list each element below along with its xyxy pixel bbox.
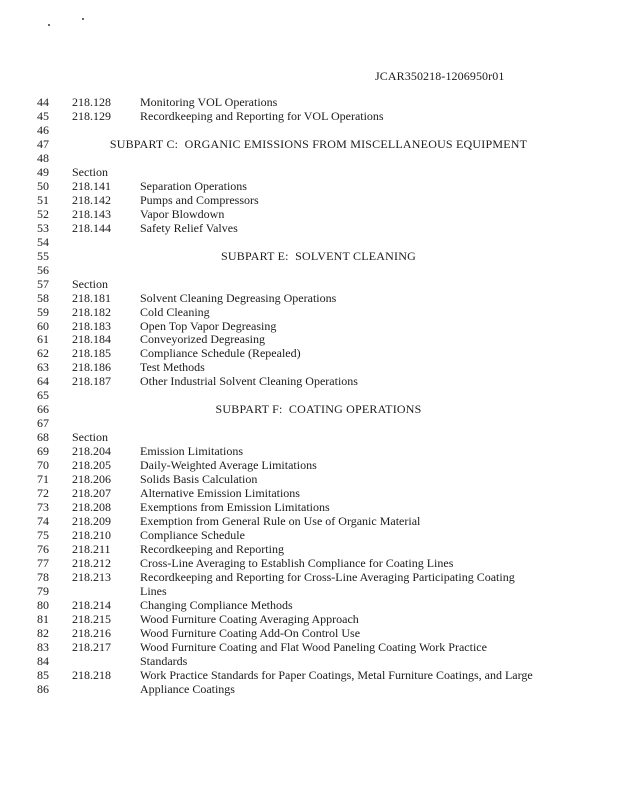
section-number — [72, 683, 140, 697]
toc-row — [37, 333, 565, 347]
line-number: 55 — [37, 248, 49, 263]
toc-row — [37, 96, 565, 110]
entry-title: Alternative Emission Limitations — [140, 486, 300, 501]
entry-title: SUBPART C: ORGANIC EMISSIONS FROM MISCELLANEOUS EQUIPMENT — [109, 136, 528, 151]
entry-title: Pumps and Compressors — [140, 192, 259, 207]
entry-title — [140, 389, 565, 403]
line-number: 67 — [37, 416, 49, 431]
entry-title — [140, 431, 565, 445]
section-number — [72, 152, 140, 166]
entry-title: Safety Relief Valves — [140, 220, 238, 235]
line-number: 82 — [37, 625, 49, 640]
line-number: 86 — [37, 681, 49, 696]
section-number: 218.187 — [72, 374, 111, 389]
entry-title: Wood Furniture Coating Add-On Control Use — [140, 625, 361, 640]
line-number: 66 — [37, 402, 49, 417]
line-number: 85 — [37, 667, 49, 682]
toc-row — [37, 487, 565, 501]
section-number: 218.205 — [72, 458, 111, 473]
section-number: 218.213 — [72, 569, 111, 584]
toc-row — [37, 236, 565, 250]
table-of-contents — [37, 96, 565, 697]
section-number — [72, 389, 140, 403]
toc-row — [37, 166, 565, 180]
toc-row — [37, 473, 565, 487]
section-number: 218.208 — [72, 500, 111, 515]
section-number: 218.207 — [72, 486, 111, 501]
section-number — [72, 655, 140, 669]
line-number: 74 — [37, 514, 49, 529]
toc-row — [37, 180, 565, 194]
section-number: 218.216 — [72, 625, 111, 640]
section-number: 218.185 — [72, 346, 111, 361]
entry-title: Solvent Cleaning Degreasing Operations — [140, 290, 337, 305]
toc-row — [37, 278, 565, 292]
line-number: 46 — [37, 122, 49, 137]
line-number: 49 — [37, 164, 49, 179]
entry-title: Wood Furniture Coating and Flat Wood Paneling Coating Work Practice — [140, 639, 487, 654]
entry-title: SUBPART E: SOLVENT CLEANING — [221, 248, 416, 263]
entry-title: Standards — [140, 653, 188, 668]
section-number: 218.184 — [72, 332, 111, 347]
entry-title — [140, 236, 565, 250]
entry-title: Recordkeeping and Reporting for Cross-Line Averaging Participating Coating — [140, 569, 515, 584]
entry-title — [140, 278, 565, 292]
section-number: 218.204 — [72, 444, 111, 459]
line-number: 50 — [37, 178, 49, 193]
line-number: 62 — [37, 346, 49, 361]
entry-title: Vapor Blowdown — [140, 206, 225, 221]
section-number — [72, 236, 140, 250]
section-number: 218.143 — [72, 206, 111, 221]
entry-title: SUBPART F: COATING OPERATIONS — [215, 402, 422, 417]
section-number — [72, 417, 140, 431]
toc-row — [37, 445, 565, 459]
entry-title — [140, 417, 565, 431]
line-number: 80 — [37, 597, 49, 612]
line-number: 83 — [37, 639, 49, 654]
section-number — [72, 124, 140, 138]
line-number: 79 — [37, 583, 49, 598]
line-number: 47 — [37, 136, 49, 151]
section-number: 218.211 — [72, 542, 111, 556]
toc-row — [37, 152, 565, 166]
toc-row — [37, 361, 565, 375]
entry-title: Cold Cleaning — [140, 304, 210, 319]
section-number — [72, 585, 140, 599]
toc-row — [37, 683, 565, 697]
toc-row — [37, 599, 565, 613]
entry-title — [140, 166, 565, 180]
entry-title — [140, 264, 565, 278]
line-number: 70 — [37, 458, 49, 473]
toc-row — [37, 194, 565, 208]
toc-row — [37, 264, 565, 278]
line-number: 84 — [37, 653, 49, 668]
toc-row — [37, 347, 565, 361]
document-id-header: JCAR350218-1206950r01 — [375, 69, 505, 83]
line-number: 51 — [37, 192, 49, 207]
toc-row — [37, 515, 565, 529]
line-number: 54 — [37, 234, 49, 249]
toc-row — [37, 543, 565, 557]
toc-row — [37, 655, 565, 669]
entry-title: Changing Compliance Methods — [140, 597, 293, 612]
toc-row — [37, 417, 565, 431]
toc-row — [37, 641, 565, 655]
entry-title: Conveyorized Degreasing — [140, 332, 265, 347]
section-number: Section — [72, 430, 108, 445]
section-number: 218.210 — [72, 528, 111, 543]
section-number: 218.129 — [72, 108, 111, 123]
toc-row — [37, 403, 565, 417]
line-number: 59 — [37, 304, 49, 319]
entry-title: Separation Operations — [140, 178, 247, 193]
toc-row — [37, 585, 565, 599]
line-number: 58 — [37, 290, 49, 305]
toc-row — [37, 459, 565, 473]
entry-title: Recordkeeping and Reporting for VOL Operations — [140, 108, 384, 123]
section-number: 218.186 — [72, 360, 111, 375]
line-number: 69 — [37, 444, 49, 459]
toc-row — [37, 306, 565, 320]
entry-title: Compliance Schedule (Repealed) — [140, 346, 301, 361]
entry-title: Exemptions from Emission Limitations — [140, 500, 330, 515]
section-number: 218.217 — [72, 639, 111, 654]
section-number: 218.183 — [72, 318, 111, 333]
entry-title: Open Top Vapor Degreasing — [140, 318, 277, 333]
line-number: 45 — [37, 108, 49, 123]
line-number: 65 — [37, 388, 49, 403]
toc-row — [37, 557, 565, 571]
section-number — [72, 264, 140, 278]
line-number: 81 — [37, 611, 49, 626]
toc-row — [37, 110, 565, 124]
toc-row — [37, 208, 565, 222]
line-number: 78 — [37, 569, 49, 584]
section-number: 218.182 — [72, 304, 111, 319]
toc-row — [37, 389, 565, 403]
toc-row — [37, 501, 565, 515]
toc-row — [37, 250, 565, 264]
scan-speck — [82, 18, 84, 20]
toc-row — [37, 431, 565, 445]
line-number: 72 — [37, 486, 49, 501]
entry-title: Other Industrial Solvent Cleaning Operations — [140, 374, 358, 389]
section-number: 218.141 — [72, 178, 111, 193]
section-number: 218.212 — [72, 555, 111, 570]
section-number: Section — [72, 276, 108, 291]
line-number: 68 — [37, 430, 49, 445]
entry-title: Test Methods — [140, 360, 205, 375]
entry-title: Appliance Coatings — [140, 681, 235, 696]
line-number: 61 — [37, 332, 49, 347]
entry-title: Compliance Schedule — [140, 528, 245, 543]
line-number: 56 — [37, 262, 49, 277]
toc-row — [37, 613, 565, 627]
section-number: 218.214 — [72, 597, 111, 612]
section-number: 218.215 — [72, 611, 111, 626]
toc-row — [37, 138, 565, 152]
line-number: 73 — [37, 500, 49, 515]
entry-title: Work Practice Standards for Paper Coatings, Metal Furniture Coatings, and Large — [140, 667, 533, 682]
line-number: 75 — [37, 528, 49, 543]
toc-row — [37, 320, 565, 334]
entry-title — [140, 152, 565, 166]
entry-title — [140, 124, 565, 138]
line-number: 64 — [37, 374, 49, 389]
toc-row — [37, 627, 565, 641]
line-number: 53 — [37, 220, 49, 235]
entry-title: Lines — [140, 583, 167, 598]
toc-row — [37, 375, 565, 389]
entry-title: Emission Limitations — [140, 444, 244, 459]
toc-row — [37, 292, 565, 306]
line-number: 57 — [37, 276, 49, 291]
entry-title: Solids Basis Calculation — [140, 472, 258, 487]
line-number: 44 — [37, 95, 49, 109]
section-number: 218.209 — [72, 514, 111, 529]
entry-title: Recordkeeping and Reporting — [140, 542, 284, 556]
toc-row — [37, 124, 565, 138]
section-number: 218.144 — [72, 220, 111, 235]
line-number: 77 — [37, 555, 49, 570]
section-number: 218.206 — [72, 472, 111, 487]
entry-title: Wood Furniture Coating Averaging Approach — [140, 611, 359, 626]
section-number: 218.142 — [72, 192, 111, 207]
scan-speck — [48, 24, 50, 26]
line-number: 76 — [37, 542, 49, 556]
line-number: 63 — [37, 360, 49, 375]
toc-row — [37, 669, 565, 683]
line-number: 71 — [37, 472, 49, 487]
entry-title: Daily-Weighted Average Limitations — [140, 458, 317, 473]
section-number: Section — [72, 164, 108, 179]
toc-row — [37, 571, 565, 585]
toc-row — [37, 529, 565, 543]
line-number: 48 — [37, 150, 49, 165]
line-number: 60 — [37, 318, 49, 333]
section-number: 218.218 — [72, 667, 111, 682]
entry-title: Cross-Line Averaging to Establish Compliance for Coating Lines — [140, 555, 454, 570]
toc-row — [37, 222, 565, 236]
section-number: 218.128 — [72, 95, 111, 109]
entry-title: Monitoring VOL Operations — [140, 95, 278, 109]
entry-title: Exemption from General Rule on Use of Organic Material — [140, 514, 421, 529]
section-number: 218.181 — [72, 290, 111, 305]
line-number: 52 — [37, 206, 49, 221]
